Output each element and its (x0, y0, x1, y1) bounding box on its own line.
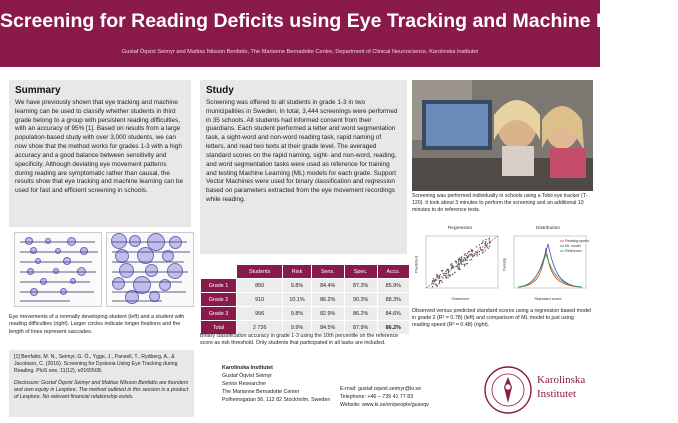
screening-photo-illustration (412, 80, 593, 191)
scatter-point (442, 277, 443, 278)
table-header: Accu. (378, 265, 409, 278)
results-table (200, 264, 410, 335)
table-cell: 87.9% (345, 321, 377, 334)
fixation-circle (137, 247, 154, 264)
scatter-point (432, 280, 433, 281)
scatter-point (485, 250, 486, 251)
scatter-point (464, 254, 465, 255)
poster-title: Screening for Reading Deficits using Eye Tracking and Machine Learning (0, 10, 678, 32)
scatter-point (448, 272, 449, 273)
scatter-point (441, 280, 442, 281)
scatter-point (449, 276, 450, 277)
scatter-point (474, 255, 475, 256)
fixation-circle (67, 237, 76, 246)
scatter-point (479, 244, 480, 245)
table-caption: Binary classification accuracy in grade 1-3 using the 10th percentile on the reference score as risk threshold. Only students that participated in all tasks are included. (200, 333, 399, 347)
poster-authors: Gustaf Öqvist Seimyr and Mattias Nilsson Benfatto, The Marianne Bernadotte Centre, Department of Clinical Neuroscience, Karolinska Institutet (121, 49, 479, 55)
fixation-circle (70, 278, 76, 284)
scatter-point (483, 251, 484, 252)
scatter-point (489, 239, 490, 240)
scatter-point (485, 242, 486, 243)
scatter-point (485, 239, 486, 240)
scatter-point (472, 256, 473, 257)
scatter-point (466, 255, 467, 256)
scatter-point (482, 240, 483, 241)
scatter-point (464, 265, 465, 266)
scatter-point (482, 252, 483, 253)
fixation-circle (167, 263, 183, 279)
reference-citation: [1] Benfatto, M. N., Seimyr, G. Ö., Ygge, J., Pansell, T., Rydberg, A., & Jacobson, C. (2016). Screening for Dyslexia Using Eye Tracking during Reading. PloS one, 11(12), e0165508. (14, 354, 178, 375)
scatter-point (467, 257, 468, 258)
summary-text: We have previously shown that eye tracking and machine learning can be used to classify whether students in third grade belong to a group with persistent reading difficulties, with an accuracy of 95% [1]. Based on results from a large population-based study with over 3,000 students, we can now show that the method works for grades 1-3 with a high accuracy and a good balance between sensitivity and specificity. Although deviating eye movement patterns during reading are symptomatic rather than causal, the results show that eye tracking and machine learning can be used for fast and efficient screening in schools. (15, 99, 184, 195)
text-line (20, 281, 90, 283)
fixation-circle (111, 233, 127, 249)
distribution-ylabel: Density (501, 257, 507, 272)
table-cell: 910 (237, 293, 282, 306)
fixation-circle (169, 236, 182, 249)
scatter-point (465, 260, 466, 261)
table-cell: 860 (237, 279, 282, 292)
scatter-point (440, 274, 441, 275)
logo-text-line1: Karolinska (537, 374, 586, 386)
table-cell: 86.2% (378, 321, 409, 334)
scatter-point (460, 260, 461, 261)
scatter-point (448, 275, 449, 276)
scatter-point (489, 246, 490, 247)
table-cell: 90.3% (345, 293, 377, 306)
fixation-circle (162, 250, 174, 262)
table-cell: 10.1% (283, 293, 310, 306)
contact-address: Polhemsgatan 56, 112 82 Stockholm, Sweden (222, 396, 331, 403)
fixation-circle (129, 235, 141, 247)
fixation-circle (145, 264, 158, 277)
scatter-point (455, 261, 456, 262)
table-header (201, 265, 236, 278)
scatter-point (443, 275, 444, 276)
scatter-point (432, 286, 433, 287)
scatter-point (452, 265, 453, 266)
table-header: Sens. (312, 265, 344, 278)
scatter-point (480, 249, 481, 250)
table-cell: 9.8% (283, 279, 310, 292)
scatter-point (487, 247, 488, 248)
eye-movement-normal-image (14, 232, 102, 307)
table-cell: 84.4% (312, 279, 344, 292)
scatter-point (445, 275, 446, 276)
contact-web[interactable]: Website: www.ki.se/en/people/gusoqv (340, 401, 429, 408)
fixation-circle (25, 237, 33, 245)
fixation-circle (55, 248, 61, 254)
fixation-circle (35, 258, 41, 264)
logo-text-line2: Institutet (537, 388, 577, 400)
scatter-point (479, 251, 480, 252)
scatter-point (448, 269, 449, 270)
scatter-point (467, 253, 468, 254)
fixation-circle (80, 247, 88, 255)
text-line (20, 261, 92, 263)
distribution-xlabel: Standard score (534, 296, 562, 301)
scatter-point (487, 244, 488, 245)
scatter-point (458, 266, 459, 267)
poster-header (0, 0, 678, 67)
scatter-point (472, 250, 473, 251)
table-cell: 9.8% (283, 307, 310, 320)
table-row (201, 293, 409, 306)
table-cell: 86.2% (312, 293, 344, 306)
table-row (201, 279, 409, 292)
table-cell: Grade 2 (201, 293, 236, 306)
scatter-point (439, 280, 440, 281)
regression-chart-title: Regression (447, 226, 473, 231)
fixation-circle (40, 278, 47, 285)
contact-dept: The Marianne Bernadotte Center (222, 388, 300, 395)
scatter-point (433, 278, 434, 279)
table-row (201, 307, 409, 320)
scatter-point (476, 252, 477, 253)
scatter-point (436, 285, 437, 286)
scatter-point (455, 266, 456, 267)
scatter-point (457, 266, 458, 267)
scatter-point (461, 257, 462, 258)
scatter-point (456, 262, 457, 263)
table-cell: 2 726 (237, 321, 282, 334)
table-cell: 86.2% (345, 307, 377, 320)
scatter-point (461, 263, 462, 264)
distribution-chart-title: Distribution (536, 226, 560, 231)
regression-ylabel: Predicted (413, 256, 419, 273)
photo-caption: Screening was performed individually in schools using a Tobii eye tracker (T-120). It took about 3 minutes to perform the screening and an additional 10 minutes to do reference tests. (412, 193, 588, 214)
scatter-point (441, 270, 442, 271)
scatter-point (469, 259, 470, 260)
scatter-point (458, 268, 459, 269)
study-text: Screening was offered to all students in grade 1-3 in two municipalities in Sweden. In total, 3,444 screenings were performed in 35 schools. All students had informed consent from their guardians. Each student performed a letter and word segmentation task, a sight-word and non-word reading task, rapid naming of letters, and read two texts at their grade level. The averaged standard scores on the rapid naming, sight- and non-word, reading, and word segmentation tasks were used as reference for training and testing Machine Learning (ML) models for each grade. Support Vector Machines were used for binary classification and regression based on parameters extracted from the eye movement recordings while reading. (206, 99, 398, 204)
scatter-point (482, 249, 483, 250)
table-cell: 9.9% (283, 321, 310, 334)
scatter-point (480, 247, 481, 248)
scatter-point (446, 273, 447, 274)
reference-panel (9, 350, 194, 417)
contact-role: Senior Researcher (222, 380, 267, 387)
table-cell: 956 (237, 307, 282, 320)
regression-chart (420, 234, 500, 296)
text-line (20, 300, 70, 302)
table-cell: 84.5% (312, 321, 344, 334)
table-cell: 88.3% (378, 293, 409, 306)
fixation-circle (115, 249, 129, 263)
scatter-point (458, 261, 459, 262)
scatter-point (468, 251, 469, 252)
scatter-point (463, 260, 464, 261)
table-cell: 82.9% (312, 307, 344, 320)
scatter-point (467, 259, 468, 260)
scatter-point (463, 259, 464, 260)
table-cell: Grade 3 (201, 307, 236, 320)
scatter-point (475, 251, 476, 252)
fixation-circle (149, 291, 160, 302)
scatter-point (445, 276, 446, 277)
scatter-point (443, 273, 444, 274)
disclosure-text: Disclosure: Gustaf Öqvist Seimyr and Mattias Nilsson Benfatto are founders and own equity in Lexplore. The method outlined in this session is a product of Lexplore. No relevant financial relationship exists. (14, 380, 189, 401)
table-header: Risk (283, 265, 310, 278)
scatter-point (447, 277, 448, 278)
scatter-point (445, 277, 446, 278)
legend-ml-model: ML model (565, 244, 581, 248)
scatter-point (479, 254, 480, 255)
fixation-circle (60, 288, 67, 295)
fixation-circle (77, 267, 86, 276)
scatter-point (470, 253, 471, 254)
fixation-circle (30, 247, 37, 254)
scatter-point (444, 273, 445, 274)
scatter-point (468, 255, 469, 256)
scatter-point (466, 263, 467, 264)
fixation-circle (27, 268, 34, 275)
scatter-point (458, 259, 459, 260)
scatter-point (461, 264, 462, 265)
table-cell: Grade 1 (201, 279, 236, 292)
table-cell: 85.9% (378, 279, 409, 292)
karolinska-seal-logo (483, 365, 533, 415)
regression-xlabel: Observed (451, 296, 469, 301)
scatter-point (433, 283, 434, 284)
scatter-point (477, 255, 478, 256)
scatter-point (484, 247, 485, 248)
scatter-point (460, 261, 461, 262)
table-cell: 87.3% (345, 279, 377, 292)
scatter-point (464, 257, 465, 258)
scatter-point (431, 283, 432, 284)
scatter-point (445, 271, 446, 272)
summary-panel (9, 80, 191, 227)
scatter-point (485, 241, 486, 242)
table-header-row (201, 265, 409, 278)
scatter-point (451, 267, 452, 268)
plot-caption: Observed versus predicted standard scores using a regression based model in grade 2 (R² = 0.78) (left) and comparison of ML model to just using reading speed (R² = 0.48) (right). (412, 308, 592, 329)
scatter-point (489, 242, 490, 243)
scatter-point (471, 259, 472, 260)
scatter-point (485, 245, 486, 246)
scatter-point (489, 238, 490, 239)
contact-block (222, 365, 332, 405)
scatter-point (476, 246, 477, 247)
table-header: Students (237, 265, 282, 278)
contact-details (340, 386, 480, 410)
screening-photo (412, 80, 593, 191)
fixation-circle (63, 257, 71, 265)
study-heading: Study (206, 85, 234, 96)
scatter-point (454, 272, 455, 273)
eye-movement-caption: Eye movements of a normally developing student (left) and a student with reading difficulties (right). Larger circles indicate longer fixations and the length of lines represent saccades. (9, 314, 185, 335)
scatter-point (437, 277, 438, 278)
contact-name: Gustaf Öqvist Seimyr (222, 372, 273, 379)
contact-phone: Telephone: +46 – 739 41 77 83 (340, 393, 414, 400)
scatter-point (452, 274, 453, 275)
scatter-point (459, 259, 460, 260)
scatter-point (451, 265, 452, 266)
legend-reading-speed: Reading speed (565, 239, 590, 243)
fixation-circle (112, 277, 125, 290)
summary-heading: Summary (15, 85, 61, 96)
scatter-point (439, 276, 440, 277)
scatter-point (459, 264, 460, 265)
scatter-point (437, 275, 438, 276)
scatter-point (474, 253, 475, 254)
legend-reference: Reference (565, 249, 582, 253)
scatter-point (451, 263, 452, 264)
scatter-point (434, 279, 435, 280)
fixation-circle (45, 238, 51, 244)
table-header: Spec. (345, 265, 377, 278)
fixation-circle (30, 288, 38, 296)
table-cell: Total (201, 321, 236, 334)
table-cell: 84.6% (378, 307, 409, 320)
fixation-circle (53, 268, 59, 274)
study-panel (200, 80, 407, 254)
scatter-point (442, 282, 443, 283)
scatter-point (481, 243, 482, 244)
contact-org: Karolinska Institutet (222, 365, 273, 371)
scatter-point (435, 284, 436, 285)
scatter-point (459, 257, 460, 258)
fixation-circle (119, 263, 134, 278)
eye-movement-difficulty-image (106, 232, 194, 307)
scatter-point (469, 254, 470, 255)
scatter-point (458, 263, 459, 264)
scatter-point (446, 269, 447, 270)
fixation-circle (125, 290, 139, 304)
fixation-circle (159, 279, 171, 291)
scatter-point (476, 254, 477, 255)
contact-email[interactable]: E-mail: gustaf.oqvist.seimyr@ki.se (340, 386, 422, 392)
scatter-point (439, 283, 440, 284)
